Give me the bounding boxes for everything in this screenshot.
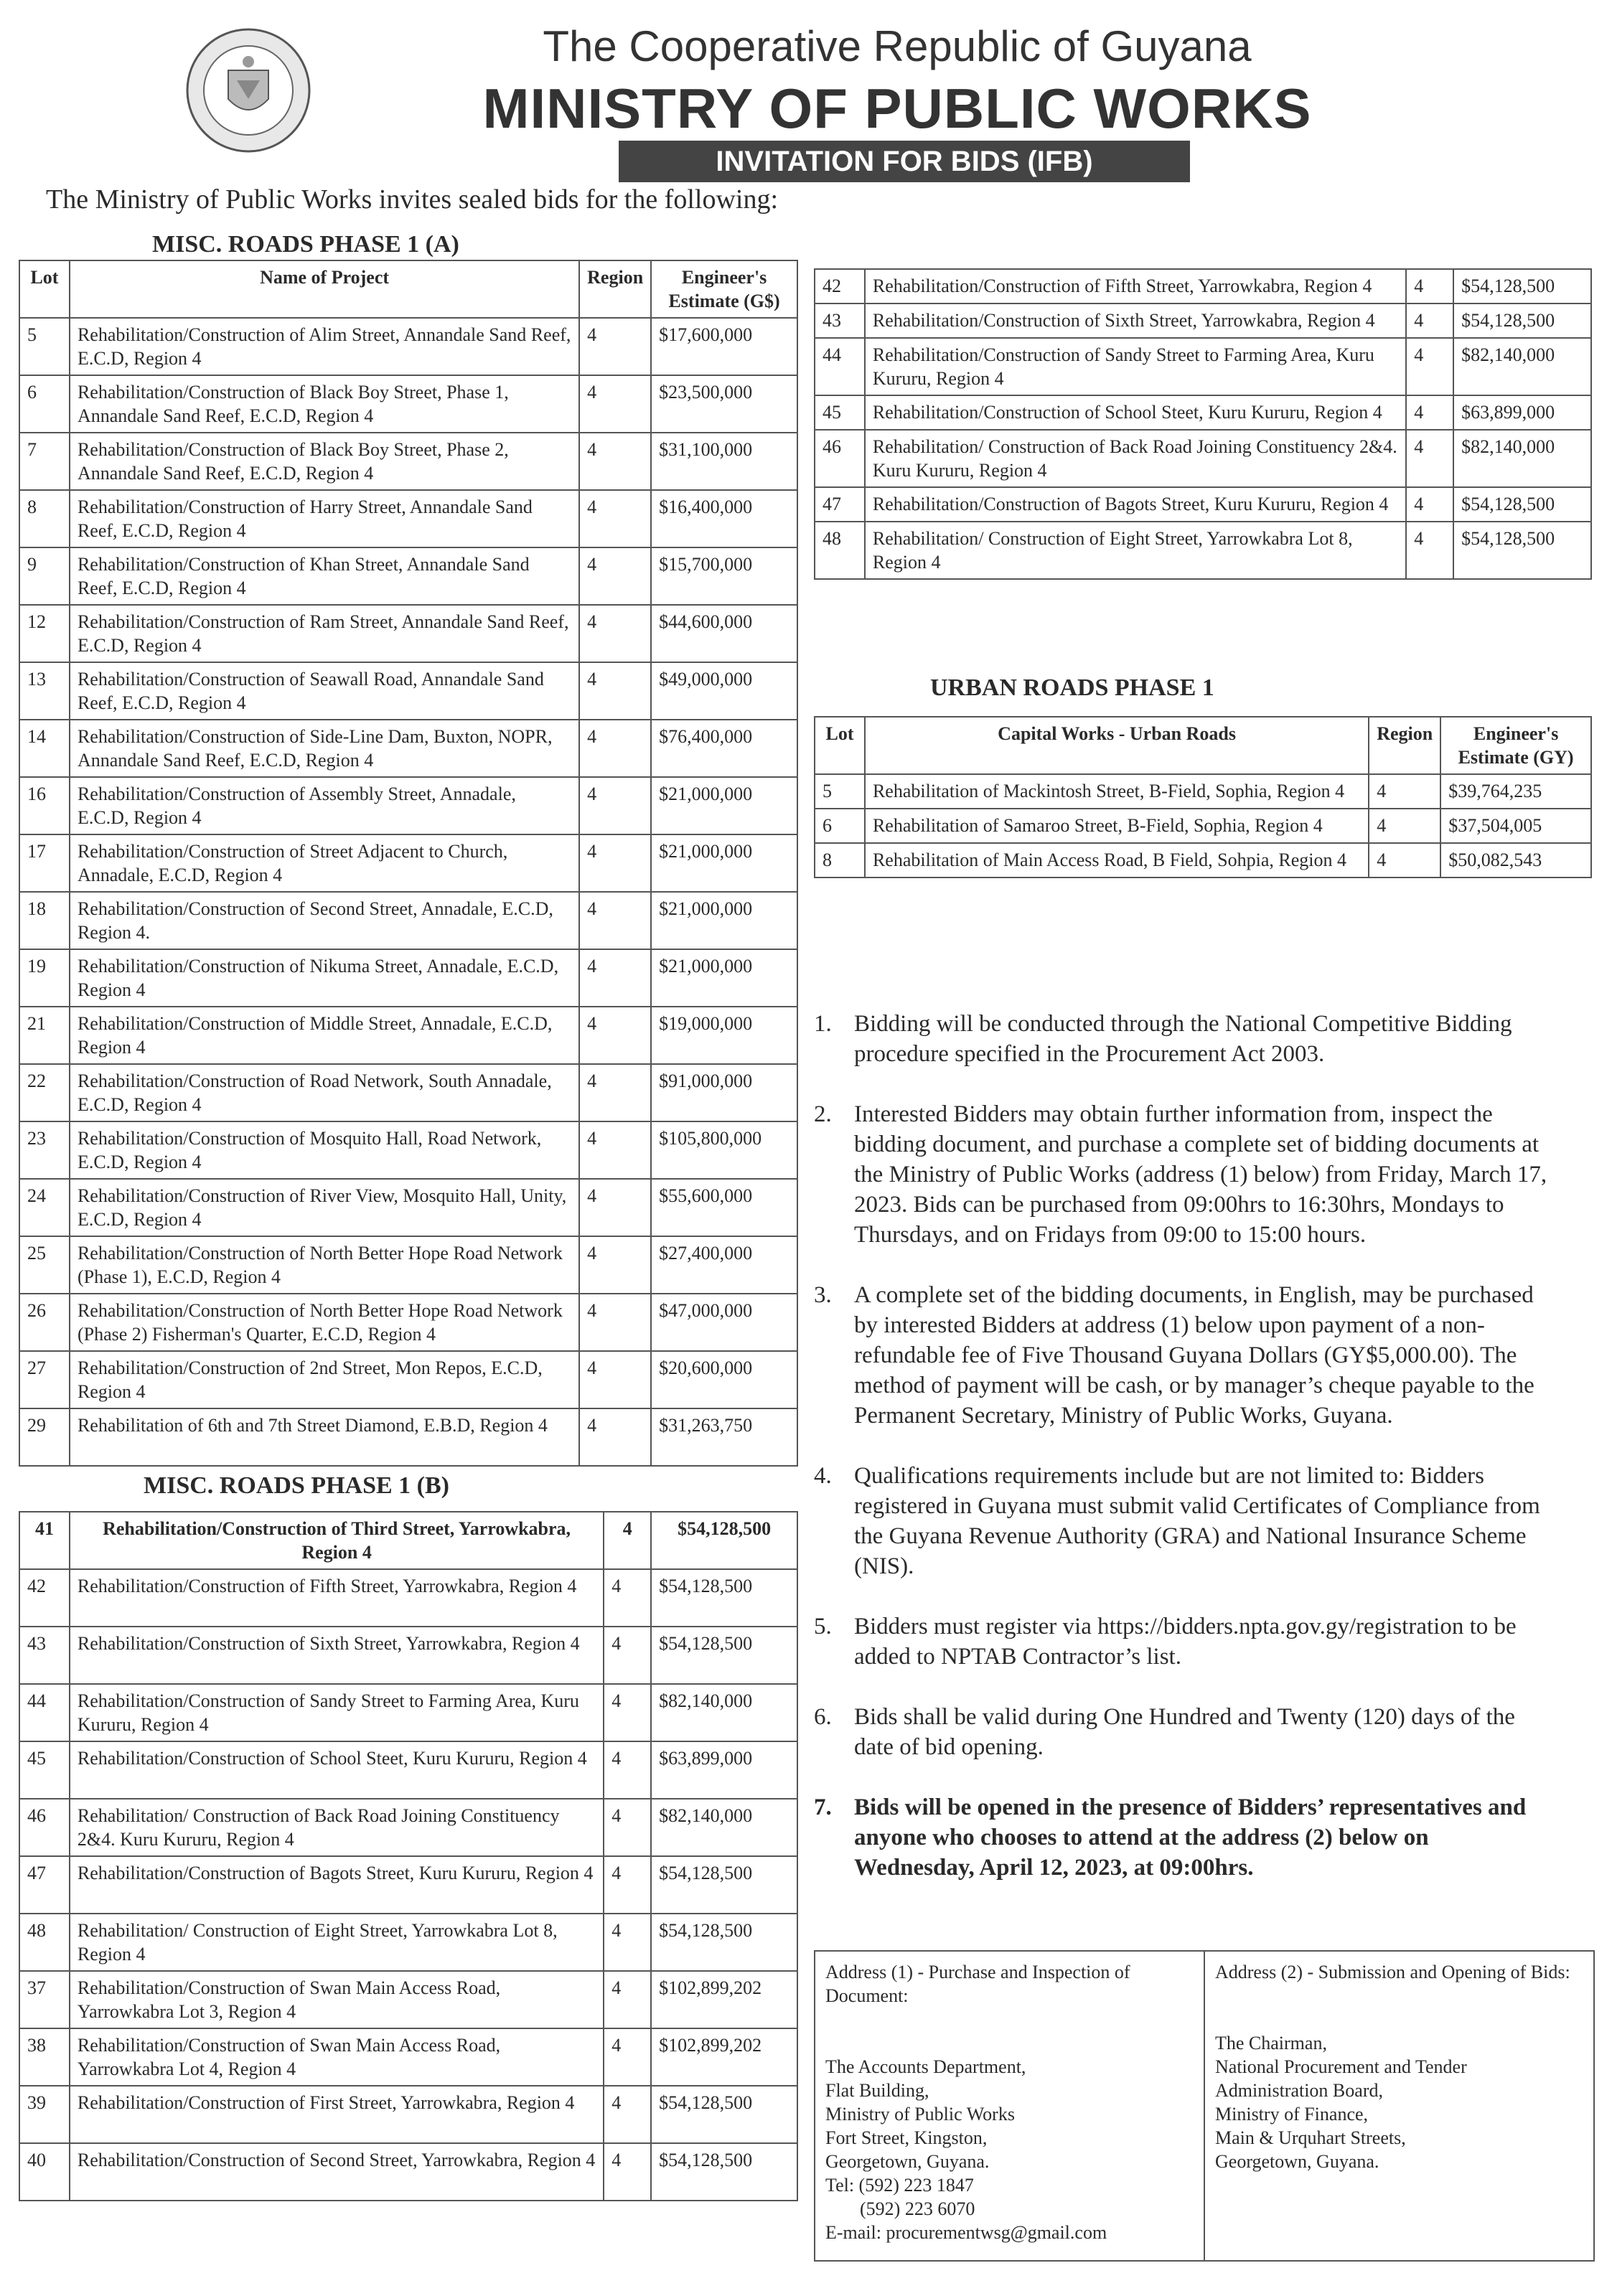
bid-instructions <box>814 1009 1553 1913</box>
region-cell: 4 <box>604 1627 651 1684</box>
lot-cell: 8 <box>19 490 70 547</box>
table-c-body <box>815 269 1591 579</box>
region-cell: 4 <box>1406 338 1453 395</box>
region-cell: 4 <box>1369 809 1440 843</box>
lot-cell: 16 <box>19 777 70 834</box>
estimate-cell: $54,128,500 <box>1453 304 1591 338</box>
lot-cell: 7 <box>19 433 70 490</box>
estimate-cell: $39,764,235 <box>1440 774 1591 809</box>
address-2-title: Address (2) - Submission and Opening of Bids: <box>1215 1962 1570 1982</box>
note-item: 3. A complete set of the bidding documents, in English, may be purchased by interested Bidders at address (1) below upon payment of a non-refundable fee of Five Thousand Guyana Dollars (GY$5,000.00). The method of payment will be cash, or by manager’s cheque payable to the Permanent Secretary, Ministry of Public Works, Guyana. <box>814 1282 1534 1429</box>
address-box <box>814 1950 1595 2262</box>
country-name: The Cooperative Republic of Guyana <box>543 22 1252 70</box>
estimate-cell: $76,400,000 <box>651 720 797 777</box>
table-row <box>815 304 1591 338</box>
region-cell: 4 <box>604 1914 651 1971</box>
table-row <box>815 269 1591 304</box>
lot-cell: 6 <box>19 375 70 433</box>
estimate-cell: $54,128,500 <box>651 1627 797 1684</box>
project-cell: Rehabilitation/ Construction of Eight Street, Yarrowkabra Lot 8, Region 4 <box>865 522 1406 579</box>
estimate-cell: $44,600,000 <box>651 605 797 662</box>
table-row <box>19 892 797 949</box>
project-cell: Rehabilitation/Construction of Seawall Road, Annandale Sand Reef, E.C.D, Region 4 <box>70 662 579 720</box>
region-cell: 4 <box>604 1741 651 1799</box>
table-row <box>19 1914 797 1971</box>
estimate-cell: $82,140,000 <box>651 1684 797 1741</box>
table-a-body <box>19 318 797 1466</box>
lot-cell: 26 <box>19 1294 70 1351</box>
table-b-header-estimate: $54,128,500 <box>651 1512 797 1569</box>
project-cell: Rehabilitation/Construction of Middle Street, Annadale, E.C.D, Region 4 <box>70 1007 579 1064</box>
region-cell: 4 <box>579 375 651 433</box>
lot-cell: 38 <box>19 2028 70 2086</box>
region-cell: 4 <box>1406 522 1453 579</box>
estimate-cell: $54,128,500 <box>651 2143 797 2201</box>
phase-b-continuation-table <box>814 268 1592 580</box>
estimate-cell: $47,000,000 <box>651 1294 797 1351</box>
table-b-header-project: Rehabilitation/Construction of Third Street, Yarrowkabra, Region 4 <box>70 1512 604 1569</box>
urban-col-estimate: Engineer's Estimate (GY) <box>1440 717 1591 774</box>
intro-text: The Ministry of Public Works invites sealed bids for the following: <box>46 184 779 215</box>
project-cell: Rehabilitation/Construction of School Steet, Kuru Kururu, Region 4 <box>70 1741 604 1799</box>
address-2 <box>1204 1952 1593 2260</box>
col-lot: Lot <box>19 260 70 318</box>
region-cell: 4 <box>579 1121 651 1179</box>
table-row <box>19 375 797 433</box>
col-region: Region <box>579 260 651 318</box>
region-cell: 4 <box>604 2086 651 2143</box>
estimate-cell: $37,504,005 <box>1440 809 1591 843</box>
estimate-cell: $31,263,750 <box>651 1408 797 1466</box>
lot-cell: 43 <box>19 1627 70 1684</box>
region-cell: 4 <box>579 490 651 547</box>
lot-cell: 24 <box>19 1179 70 1236</box>
project-cell: Rehabilitation/Construction of Nikuma Street, Annadale, E.C.D, Region 4 <box>70 949 579 1007</box>
lot-cell: 5 <box>815 774 865 809</box>
project-cell: Rehabilitation/Construction of First Street, Yarrowkabra, Region 4 <box>70 2086 604 2143</box>
project-cell: Rehabilitation/Construction of Sixth Street, Yarrowkabra, Region 4 <box>70 1627 604 1684</box>
table-row <box>815 809 1591 843</box>
estimate-cell: $82,140,000 <box>1453 338 1591 395</box>
table-b-title: MISC. ROADS PHASE 1 (B) <box>144 1472 449 1499</box>
region-cell: 4 <box>579 433 651 490</box>
project-cell: Rehabilitation/Construction of Bagots Street, Kuru Kururu, Region 4 <box>70 1856 604 1914</box>
address-2-line: Ministry of Finance, <box>1215 2104 1369 2125</box>
urban-col-lot: Lot <box>815 717 865 774</box>
project-cell: Rehabilitation/Construction of Second Street, Annadale, E.C.D, Region 4. <box>70 892 579 949</box>
table-row <box>19 1627 797 1684</box>
project-cell: Rehabilitation/Construction of Sixth Street, Yarrowkabra, Region 4 <box>865 304 1406 338</box>
estimate-cell: $54,128,500 <box>1453 487 1591 522</box>
table-row <box>815 430 1591 487</box>
col-estimate: Engineer's Estimate (G$) <box>651 260 797 318</box>
project-cell: Rehabilitation/Construction of Sandy Street to Farming Area, Kuru Kururu, Region 4 <box>865 338 1406 395</box>
region-cell: 4 <box>579 834 651 892</box>
lot-cell: 46 <box>19 1799 70 1856</box>
region-cell: 4 <box>1406 487 1453 522</box>
project-cell: Rehabilitation/Construction of North Better Hope Road Network (Phase 1), E.C.D, Region 4 <box>70 1236 579 1294</box>
table-b-header-region: 4 <box>604 1512 651 1569</box>
table-row <box>19 1569 797 1627</box>
project-cell: Rehabilitation of Mackintosh Street, B-Field, Sophia, Region 4 <box>865 774 1369 809</box>
project-cell: Rehabilitation/Construction of Swan Main Access Road, Yarrowkabra Lot 4, Region 4 <box>70 2028 604 2086</box>
project-cell: Rehabilitation/Construction of Swan Main Access Road, Yarrowkabra Lot 3, Region 4 <box>70 1971 604 2028</box>
estimate-cell: $21,000,000 <box>651 892 797 949</box>
region-cell: 4 <box>604 2143 651 2201</box>
project-cell: Rehabilitation/Construction of Sandy Street to Farming Area, Kuru Kururu, Region 4 <box>70 1684 604 1741</box>
table-row <box>19 1799 797 1856</box>
region-cell: 4 <box>604 1856 651 1914</box>
table-row <box>19 1684 797 1741</box>
estimate-cell: $82,140,000 <box>1453 430 1591 487</box>
lot-cell: 5 <box>19 318 70 375</box>
region-cell: 4 <box>579 1408 651 1466</box>
table-row <box>19 1007 797 1064</box>
estimate-cell: $54,128,500 <box>651 1856 797 1914</box>
table-row <box>19 2143 797 2201</box>
region-cell: 4 <box>579 1351 651 1408</box>
table-row <box>815 395 1591 430</box>
table-row <box>815 522 1591 579</box>
project-cell: Rehabilitation of Main Access Road, B Field, Sohpia, Region 4 <box>865 843 1369 878</box>
address-2-line: Administration Board, <box>1215 2080 1383 2101</box>
table-row <box>19 547 797 605</box>
region-cell: 4 <box>604 1569 651 1627</box>
region-cell: 4 <box>604 2028 651 2086</box>
region-cell: 4 <box>579 720 651 777</box>
address-2-line: Main & Urquhart Streets, <box>1215 2127 1406 2148</box>
address-1-line: Fort Street, Kingston, <box>825 2127 988 2148</box>
lot-cell: 44 <box>19 1684 70 1741</box>
lot-cell: 13 <box>19 662 70 720</box>
project-cell: Rehabilitation/Construction of Ram Street, Annandale Sand Reef, E.C.D, Region 4 <box>70 605 579 662</box>
lot-cell: 47 <box>19 1856 70 1914</box>
project-cell: Rehabilitation/Construction of Khan Street, Annandale Sand Reef, E.C.D, Region 4 <box>70 547 579 605</box>
table-row <box>19 834 797 892</box>
region-cell: 4 <box>604 1684 651 1741</box>
estimate-cell: $21,000,000 <box>651 949 797 1007</box>
project-cell: Rehabilitation/Construction of Bagots Street, Kuru Kururu, Region 4 <box>865 487 1406 522</box>
project-cell: Rehabilitation/Construction of River View, Mosquito Hall, Unity, E.C.D, Region 4 <box>70 1179 579 1236</box>
lot-cell: 46 <box>815 430 865 487</box>
notice-type-banner: INVITATION FOR BIDS (IFB) <box>619 141 1190 182</box>
address-1-phone: (592) 223 6070 <box>860 2198 975 2219</box>
project-cell: Rehabilitation/Construction of Street Adjacent to Church, Annadale, E.C.D, Region 4 <box>70 834 579 892</box>
lot-cell: 44 <box>815 338 865 395</box>
lot-cell: 23 <box>19 1121 70 1179</box>
note-item: 6. Bids shall be valid during One Hundred and Twenty (120) days of the date of bid opening. <box>814 1704 1515 1760</box>
region-cell: 4 <box>579 892 651 949</box>
region-cell: 4 <box>604 1971 651 2028</box>
region-cell: 4 <box>579 662 651 720</box>
ministry-title: MINISTRY OF PUBLIC WORKS <box>482 77 1312 140</box>
region-cell: 4 <box>579 1179 651 1236</box>
project-cell: Rehabilitation/Construction of Mosquito Hall, Road Network, E.C.D, Region 4 <box>70 1121 579 1179</box>
region-cell: 4 <box>579 1007 651 1064</box>
estimate-cell: $19,000,000 <box>651 1007 797 1064</box>
estimate-cell: $82,140,000 <box>651 1799 797 1856</box>
region-cell: 4 <box>1406 304 1453 338</box>
urban-col-region: Region <box>1369 717 1440 774</box>
address-1-email: E-mail: procurementwsg@gmail.com <box>825 2222 1107 2243</box>
urban-col-works: Capital Works - Urban Roads <box>865 717 1369 774</box>
estimate-cell: $17,600,000 <box>651 318 797 375</box>
note-item: 1. Bidding will be conducted through the National Competitive Bidding procedure specified in the Procurement Act 2003. <box>814 1011 1512 1067</box>
table-row <box>19 1121 797 1179</box>
table-row <box>19 1064 797 1121</box>
region-cell: 4 <box>1369 774 1440 809</box>
region-cell: 4 <box>604 1799 651 1856</box>
lot-cell: 48 <box>19 1914 70 1971</box>
project-cell: Rehabilitation/Construction of Harry Street, Annandale Sand Reef, E.C.D, Region 4 <box>70 490 579 547</box>
table-row <box>19 1294 797 1351</box>
address-1-line: Ministry of Public Works <box>825 2104 1015 2125</box>
project-cell: Rehabilitation of Samaroo Street, B-Field, Sophia, Region 4 <box>865 809 1369 843</box>
misc-roads-b-table <box>19 1511 798 2201</box>
table-row <box>19 433 797 490</box>
project-cell: Rehabilitation/Construction of Black Boy Street, Phase 2, Annandale Sand Reef, E.C.D, Region 4 <box>70 433 579 490</box>
lot-cell: 43 <box>815 304 865 338</box>
lot-cell: 18 <box>19 892 70 949</box>
region-cell: 4 <box>1406 395 1453 430</box>
project-cell: Rehabilitation/Construction of Second Street, Yarrowkabra, Region 4 <box>70 2143 604 2201</box>
lot-cell: 37 <box>19 1971 70 2028</box>
project-cell: Rehabilitation/Construction of Black Boy Street, Phase 1, Annandale Sand Reef, E.C.D, Region 4 <box>70 375 579 433</box>
table-a-title: MISC. ROADS PHASE 1 (A) <box>152 231 459 258</box>
table-row <box>19 949 797 1007</box>
region-cell: 4 <box>1406 430 1453 487</box>
estimate-cell: $50,082,543 <box>1440 843 1591 878</box>
address-2-line: Georgetown, Guyana. <box>1215 2151 1379 2172</box>
project-cell: Rehabilitation/ Construction of Eight Street, Yarrowkabra Lot 8, Region 4 <box>70 1914 604 1971</box>
estimate-cell: $55,600,000 <box>651 1179 797 1236</box>
lot-cell: 21 <box>19 1007 70 1064</box>
region-cell: 4 <box>579 949 651 1007</box>
lot-cell: 39 <box>19 2086 70 2143</box>
table-b-header-lot: 41 <box>19 1512 70 1569</box>
estimate-cell: $105,800,000 <box>651 1121 797 1179</box>
table-row <box>815 843 1591 878</box>
lot-cell: 42 <box>815 269 865 304</box>
note-item: 5. Bidders must register via https://bidders.npta.gov.gy/registration to be added to NPTAB Contractor’s list. <box>814 1614 1517 1670</box>
estimate-cell: $20,600,000 <box>651 1351 797 1408</box>
table-row <box>19 490 797 547</box>
address-1-phone: Tel: (592) 223 1847 <box>825 2175 974 2196</box>
note-item: 4. Qualifications requirements include but are not limited to: Bidders registered in Guyana must submit valid Certificates of Compliance from the Guyana Revenue Authority (GRA) and National Insurance Scheme (NIS). <box>814 1463 1540 1579</box>
lot-cell: 29 <box>19 1408 70 1466</box>
urban-roads-table <box>814 716 1592 878</box>
table-row <box>19 1179 797 1236</box>
address-1-line: Georgetown, Guyana. <box>825 2151 990 2172</box>
col-project: Name of Project <box>70 260 579 318</box>
urban-table-title: URBAN ROADS PHASE 1 <box>930 674 1214 701</box>
address-1 <box>815 1952 1204 2260</box>
project-cell: Rehabilitation/Construction of 2nd Street, Mon Repos, E.C.D, Region 4 <box>70 1351 579 1408</box>
estimate-cell: $91,000,000 <box>651 1064 797 1121</box>
table-row <box>19 1351 797 1408</box>
project-cell: Rehabilitation of 6th and 7th Street Diamond, E.B.D, Region 4 <box>70 1408 579 1466</box>
project-cell: Rehabilitation/Construction of Fifth Street, Yarrowkabra, Region 4 <box>865 269 1406 304</box>
address-1-line: Flat Building, <box>825 2080 929 2101</box>
table-row <box>815 774 1591 809</box>
project-cell: Rehabilitation/Construction of Road Network, South Annadale, E.C.D, Region 4 <box>70 1064 579 1121</box>
note-item: 7. Bids will be opened in the presence of Bidders’ representatives and anyone who chooses to attend at the address (2) below on Wednesday, April 12, 2023, at 09:00hrs. <box>814 1794 1527 1881</box>
estimate-cell: $15,700,000 <box>651 547 797 605</box>
lot-cell: 22 <box>19 1064 70 1121</box>
table-row <box>19 1408 797 1466</box>
estimate-cell: $23,500,000 <box>651 375 797 433</box>
ministry-seal-icon <box>185 27 311 154</box>
project-cell: Rehabilitation/Construction of Alim Street, Annandale Sand Reef, E.C.D, Region 4 <box>70 318 579 375</box>
region-cell: 4 <box>579 1236 651 1294</box>
estimate-cell: $102,899,202 <box>651 2028 797 2086</box>
lot-cell: 27 <box>19 1351 70 1408</box>
project-cell: Rehabilitation/Construction of Fifth Street, Yarrowkabra, Region 4 <box>70 1569 604 1627</box>
project-cell: Rehabilitation/Construction of Assembly Street, Annadale, E.C.D, Region 4 <box>70 777 579 834</box>
project-cell: Rehabilitation/ Construction of Back Road Joining Constituency 2&4. Kuru Kururu, Region 4 <box>70 1799 604 1856</box>
table-row <box>19 2028 797 2086</box>
table-row <box>815 338 1591 395</box>
table-row <box>19 318 797 375</box>
address-2-line: National Procurement and Tender <box>1215 2056 1467 2077</box>
region-cell: 4 <box>579 318 651 375</box>
table-row <box>19 1741 797 1799</box>
estimate-cell: $54,128,500 <box>1453 269 1591 304</box>
project-cell: Rehabilitation/Construction of North Better Hope Road Network (Phase 2) Fisherman's Quarter, E.C.D, Region 4 <box>70 1294 579 1351</box>
estimate-cell: $102,899,202 <box>651 1971 797 2028</box>
estimate-cell: $49,000,000 <box>651 662 797 720</box>
lot-cell: 12 <box>19 605 70 662</box>
lot-cell: 45 <box>19 1741 70 1799</box>
estimate-cell: $54,128,500 <box>651 1569 797 1627</box>
lot-cell: 48 <box>815 522 865 579</box>
project-cell: Rehabilitation/ Construction of Back Road Joining Constituency 2&4. Kuru Kururu, Region 4 <box>865 430 1406 487</box>
region-cell: 4 <box>579 547 651 605</box>
table-b-body <box>19 1569 797 2201</box>
region-cell: 4 <box>579 777 651 834</box>
lot-cell: 9 <box>19 547 70 605</box>
estimate-cell: $54,128,500 <box>651 2086 797 2143</box>
region-cell: 4 <box>579 1294 651 1351</box>
address-1-title: Address (1) - Purchase and Inspection of Document: <box>825 1962 1130 2006</box>
project-cell: Rehabilitation/Construction of Side-Line Dam, Buxton, NOPR, Annandale Sand Reef, E.C.D, Region 4 <box>70 720 579 777</box>
estimate-cell: $54,128,500 <box>651 1914 797 1971</box>
table-row <box>19 605 797 662</box>
table-row <box>19 1236 797 1294</box>
region-cell: 4 <box>579 1064 651 1121</box>
table-row <box>19 2086 797 2143</box>
misc-roads-a-table <box>19 260 798 1467</box>
lot-cell: 6 <box>815 809 865 843</box>
table-row <box>19 1856 797 1914</box>
estimate-cell: $54,128,500 <box>1453 522 1591 579</box>
table-row <box>19 720 797 777</box>
lot-cell: 14 <box>19 720 70 777</box>
address-1-line: The Accounts Department, <box>825 2056 1026 2077</box>
table-row <box>815 487 1591 522</box>
estimate-cell: $21,000,000 <box>651 777 797 834</box>
region-cell: 4 <box>579 605 651 662</box>
estimate-cell: $21,000,000 <box>651 834 797 892</box>
estimate-cell: $63,899,000 <box>651 1741 797 1799</box>
estimate-cell: $27,400,000 <box>651 1236 797 1294</box>
table-row <box>19 777 797 834</box>
region-cell: 4 <box>1369 843 1440 878</box>
lot-cell: 19 <box>19 949 70 1007</box>
project-cell: Rehabilitation/Construction of School Steet, Kuru Kururu, Region 4 <box>865 395 1406 430</box>
lot-cell: 17 <box>19 834 70 892</box>
lot-cell: 8 <box>815 843 865 878</box>
note-item: 2. Interested Bidders may obtain further information from, inspect the bidding document, and purchase a complete set of bidding documents at the Ministry of Public Works (address (1) below) from Friday, March 17, 2023. Bids can be purchased from 09:00hrs to 16:30hrs, Mondays to Thursdays, and on Fridays from 09:00 to 15:00 hours. <box>814 1101 1547 1248</box>
lot-cell: 40 <box>19 2143 70 2201</box>
lot-cell: 42 <box>19 1569 70 1627</box>
lot-cell: 47 <box>815 487 865 522</box>
lot-cell: 25 <box>19 1236 70 1294</box>
address-2-line: The Chairman, <box>1215 2033 1327 2053</box>
estimate-cell: $16,400,000 <box>651 490 797 547</box>
urban-table-body <box>815 774 1591 878</box>
lot-cell: 45 <box>815 395 865 430</box>
table-row <box>19 1971 797 2028</box>
estimate-cell: $63,899,000 <box>1453 395 1591 430</box>
table-row <box>19 662 797 720</box>
region-cell: 4 <box>1406 269 1453 304</box>
estimate-cell: $31,100,000 <box>651 433 797 490</box>
